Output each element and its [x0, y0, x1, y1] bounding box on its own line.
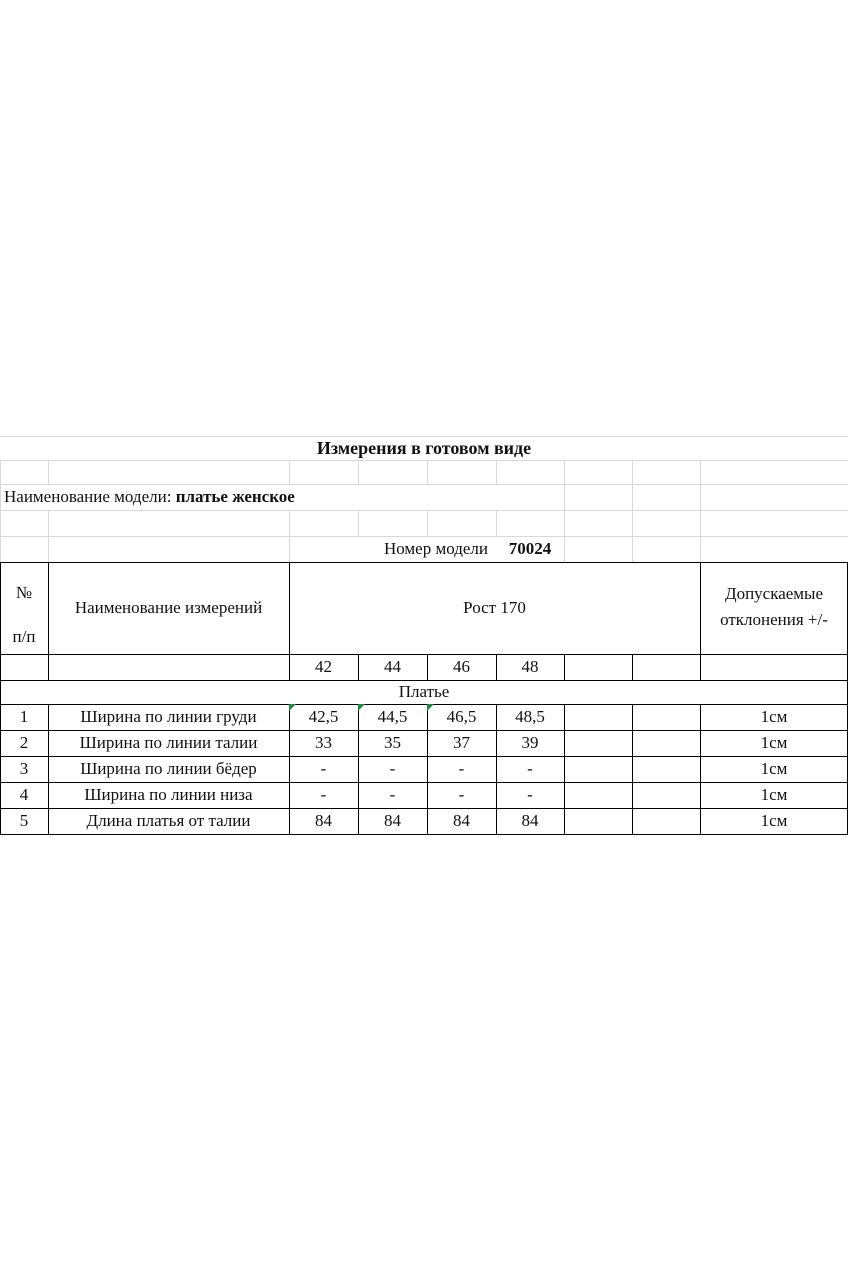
grid-line	[564, 536, 565, 562]
row-name: Ширина по линии низа	[84, 785, 253, 804]
header-tolerance-line2: отклонения +/-	[720, 610, 828, 629]
grid-line	[496, 510, 497, 536]
row-value: -	[458, 759, 465, 778]
section-title: Платье	[398, 682, 450, 701]
row-value: 39	[521, 733, 539, 752]
row-name: Ширина по линии груди	[80, 707, 257, 726]
row-value: -	[320, 759, 327, 778]
grid-line	[427, 460, 428, 484]
size-cell: 44	[384, 657, 401, 676]
table-row	[0, 704, 848, 730]
table-row	[0, 756, 848, 782]
row-value: 84	[384, 811, 401, 830]
grid-line	[0, 510, 848, 511]
row-value: -	[320, 785, 327, 804]
row-tolerance: 1см	[760, 759, 788, 778]
row-value: -	[458, 785, 465, 804]
table-border	[632, 654, 633, 680]
row-number: 3	[19, 759, 29, 778]
grid-line	[289, 460, 290, 484]
row-value: 33	[315, 733, 332, 752]
header-tolerance-line1: Допускаемые	[724, 584, 824, 603]
grid-line	[632, 460, 633, 562]
row-value: 48,5	[515, 707, 545, 726]
row-value: -	[527, 759, 533, 778]
size-cell: 46	[453, 657, 470, 676]
header-height: Рост 170	[463, 598, 526, 617]
row-value-text: 46,5	[446, 707, 477, 726]
model-name-value: платье женское	[175, 487, 295, 506]
size-cell: 42	[315, 657, 332, 676]
model-name-label: Наименование модели:	[4, 487, 172, 506]
row-value-text: 44,5	[377, 707, 408, 726]
row-name: Длина платья от талии	[86, 811, 251, 830]
grid-line	[48, 460, 49, 484]
row-value	[358, 704, 427, 730]
grid-line	[700, 460, 701, 562]
page-title: Измерения в готовом виде	[316, 437, 532, 458]
grid-line	[358, 460, 359, 484]
row-number: 1	[19, 707, 29, 726]
row-value: 37	[453, 733, 470, 752]
row-value: 84	[453, 811, 470, 830]
grid-line	[48, 510, 49, 562]
grid-line	[427, 510, 428, 536]
model-number-value: 70024	[508, 539, 552, 558]
row-value: 35	[384, 733, 401, 752]
model-name-line	[0, 484, 500, 510]
table-border	[0, 834, 848, 835]
row-number: 2	[19, 733, 29, 752]
header-num-symbol: №	[15, 583, 33, 602]
row-value: 84	[521, 811, 539, 830]
row-value: -	[389, 785, 396, 804]
row-tolerance: 1см	[760, 707, 788, 726]
row-value	[427, 704, 496, 730]
cell-marker-icon	[358, 704, 365, 711]
row-number: 5	[19, 811, 29, 830]
cell-marker-icon	[427, 704, 434, 711]
row-value: -	[389, 759, 396, 778]
header-num-sub: п/п	[12, 627, 36, 646]
row-value: 84	[315, 811, 332, 830]
row-tolerance: 1см	[760, 733, 788, 752]
model-number-label: Номер модели	[383, 539, 488, 558]
row-value	[289, 704, 358, 730]
row-value: -	[527, 785, 533, 804]
table-row	[0, 808, 848, 834]
cell-marker-icon	[289, 704, 296, 711]
grid-line	[358, 510, 359, 536]
grid-line	[0, 460, 1, 562]
row-tolerance: 1см	[760, 785, 788, 804]
row-tolerance: 1см	[760, 811, 788, 830]
table-row	[0, 782, 848, 808]
grid-line	[564, 460, 565, 536]
header-measure-name: Наименование измерений	[74, 598, 263, 617]
table-border	[564, 654, 565, 680]
measurements-table	[0, 562, 848, 834]
row-value-text: 42,5	[308, 707, 339, 726]
grid-line	[496, 460, 497, 484]
size-cell: 48	[521, 657, 539, 676]
grid-line	[0, 460, 848, 461]
row-name: Ширина по линии талии	[79, 733, 258, 752]
table-row	[0, 730, 848, 756]
row-number: 4	[19, 785, 29, 804]
row-name: Ширина по линии бёдер	[80, 759, 257, 778]
